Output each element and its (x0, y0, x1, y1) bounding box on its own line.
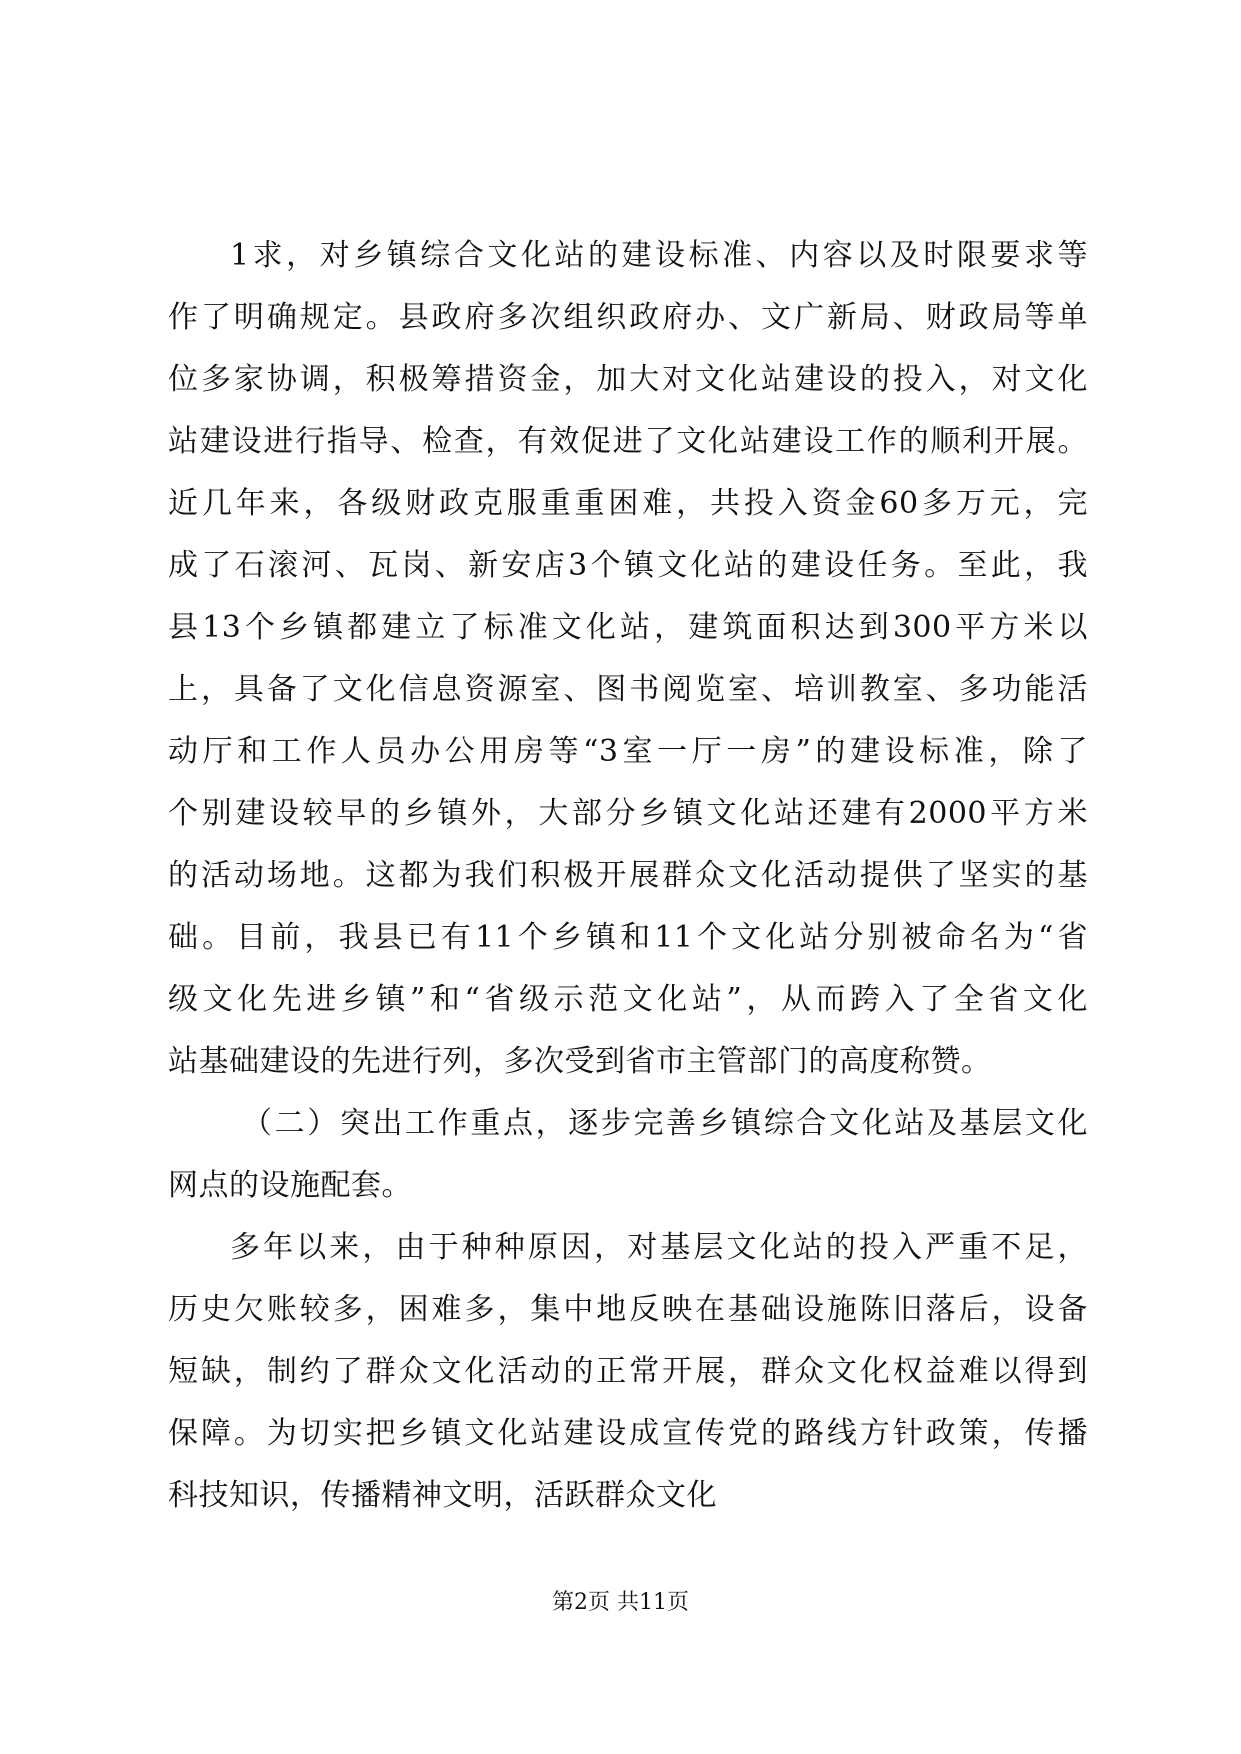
paragraph-line: 多年以来，由于种种原因，对基层文化站的投入严重不足， (230, 1230, 1088, 1265)
paragraph-line: 短缺，制约了群众文化活动的正常开展，群众文化权益难以得到 (168, 1354, 1088, 1389)
paragraph-line: 个别建设较早的乡镇外，大部分乡镇文化站还建有2000平方米 (168, 796, 1088, 831)
paragraph-line: 础。目前，我县已有11个乡镇和11个文化站分别被命名为“省 (168, 920, 1088, 955)
paragraph-line: 站基础建设的先进行列，多次受到省市主管部门的高度称赞。 (168, 1044, 992, 1079)
paragraph-line: 1求，对乡镇综合文化站的建设标准、内容以及时限要求等 (230, 238, 1088, 273)
paragraph-line: 动厅和工作人员办公用房等“3室一厅一房”的建设标准，除了 (168, 734, 1088, 769)
page-number-footer: 第2页 共11页 (552, 1590, 689, 1615)
document-body (168, 225, 1088, 1527)
paragraph-line: 的活动场地。这都为我们积极开展群众文化活动提供了坚实的基 (168, 858, 1088, 893)
paragraph-line: 级文化先进乡镇”和“省级示范文化站”，从而跨入了全省文化 (168, 982, 1088, 1017)
paragraph-line: 站建设进行指导、检查，有效促进了文化站建设工作的顺利开展。 (168, 424, 1088, 459)
paragraph-line: 上，具备了文化信息资源室、图书阅览室、培训教室、多功能活 (168, 672, 1088, 707)
section-heading-line: （二）突出工作重点，逐步完善乡镇综合文化站及基层文化 (242, 1106, 1088, 1141)
paragraph-line: 历史欠账较多，困难多，集中地反映在基础设施陈旧落后，设备 (168, 1292, 1088, 1327)
paragraph-line: 成了石滚河、瓦岗、新安店3个镇文化站的建设任务。至此，我 (168, 548, 1088, 583)
paragraph-line: 县13个乡镇都建立了标准文化站，建筑面积达到300平方米以 (168, 610, 1088, 645)
paragraph-line: 位多家协调，积极筹措资金，加大对文化站建设的投入，对文化 (168, 362, 1088, 397)
paragraph-line: 科技知识，传播精神文明，活跃群众文化 (168, 1478, 717, 1513)
paragraph-line: 近几年来，各级财政克服重重困难，共投入资金60多万元，完 (168, 486, 1088, 521)
section-heading-line: 网点的设施配套。 (168, 1168, 412, 1203)
paragraph-line: 作了明确规定。县政府多次组织政府办、文广新局、财政局等单 (168, 300, 1088, 335)
paragraph-line: 保障。为切实把乡镇文化站建设成宣传党的路线方针政策，传播 (168, 1416, 1088, 1451)
